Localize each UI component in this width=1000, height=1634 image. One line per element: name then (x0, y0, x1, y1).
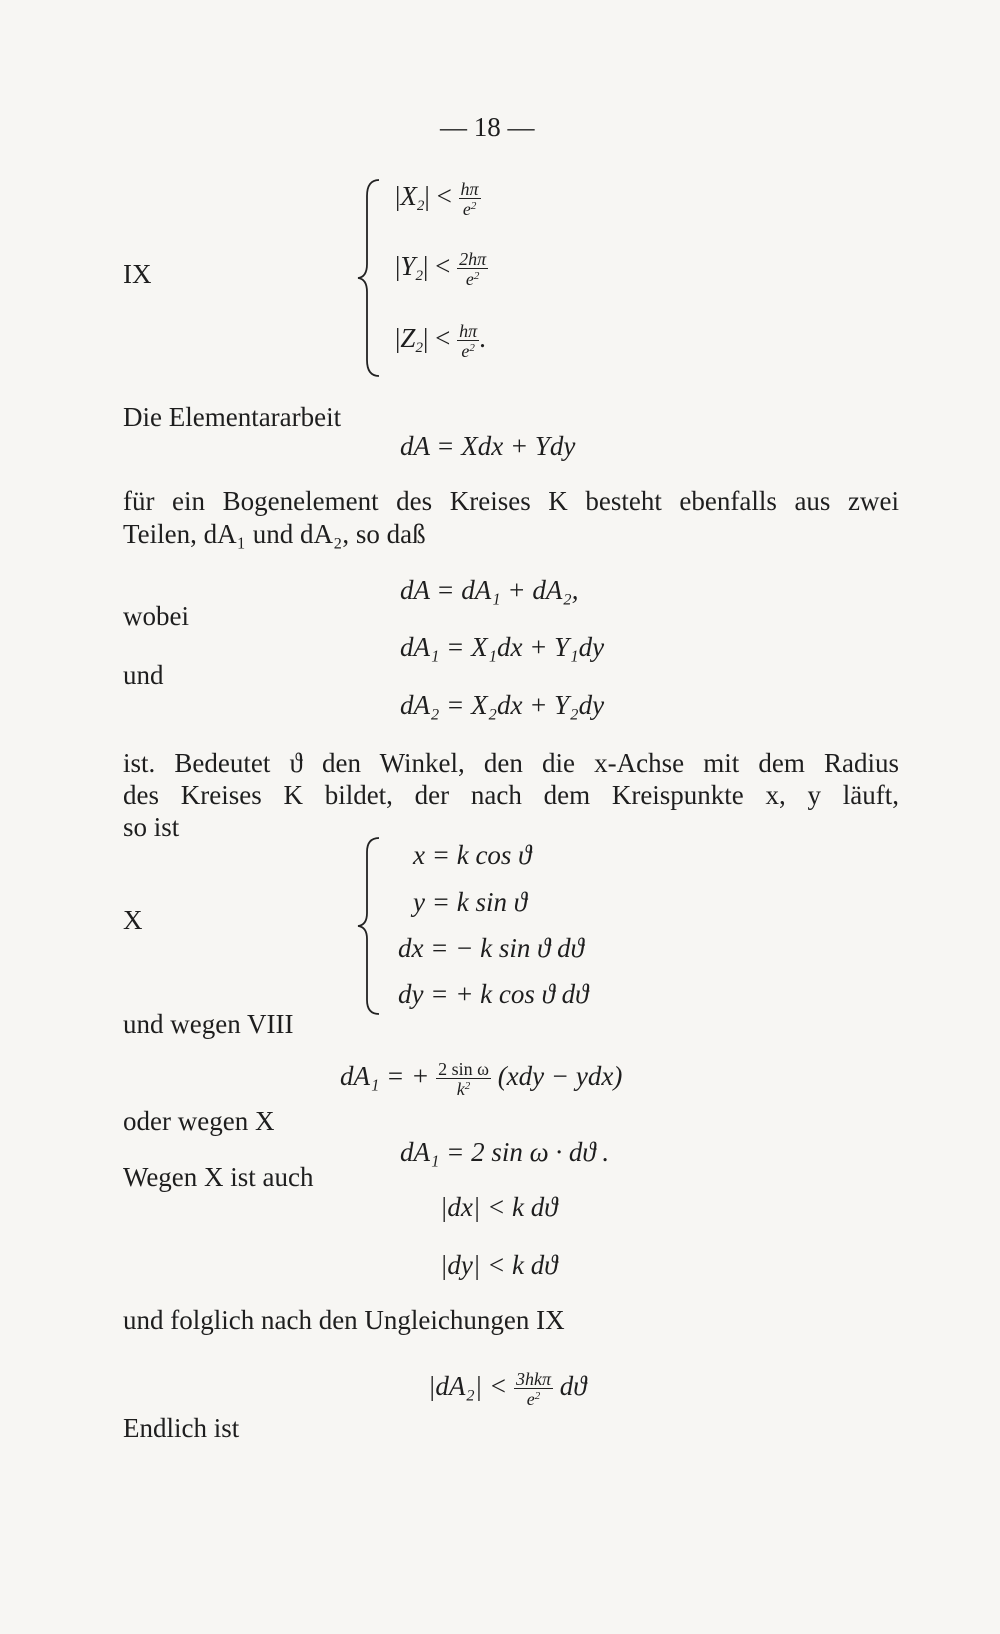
ineq-dy: |dy| < k dϑ (440, 1250, 558, 1280)
text-elementararbeit: Die Elementararbeit (123, 402, 342, 432)
equation-label-x: X (123, 905, 143, 935)
ineq-da2: |dA₂| < $\frac{\text{3hkπ}}{e^2}$ dϑ (428, 1369, 587, 1409)
eq-y-ksin: y = k sin ϑ (413, 887, 527, 917)
eq-da2: dA₂ = X₂dx + Y₂dy (400, 690, 605, 720)
text-oder-wegen-x: oder wegen X (123, 1106, 275, 1136)
ineq-y2: $|Y_2|$ < $\frac{2h\pi}{e^2}$ (395, 249, 487, 289)
eq-dx: dx = − k sin ϑ dϑ (398, 933, 584, 963)
para2-line3: so ist (123, 812, 180, 842)
eq-da1-final: dA₁ = 2 sin ω · dϑ . (400, 1137, 610, 1167)
eq-da1-frac: dA₁ = + $\frac{\text{2 sin ω}}{k^2}$ (xdy − ydx) (340, 1059, 623, 1099)
text-wobei: wobei (123, 601, 189, 631)
text-und-wegen-viii: und wegen VIII (123, 1009, 294, 1039)
text-endlich: Endlich ist (123, 1413, 240, 1443)
ineq-dx: |dx| < k dϑ (440, 1192, 558, 1222)
left-brace-ix (355, 178, 385, 378)
text-wegen-x-auch: Wegen X ist auch (123, 1162, 314, 1192)
para2-line2: des Kreises K bildet, der nach dem Kreispunkte x, y läuft, (123, 780, 899, 810)
eq-x-kcos: x = k cos ϑ (413, 840, 532, 870)
left-brace-x (355, 836, 385, 1016)
eq-da1: dA₁ = X₁dx + Y₁dy (400, 632, 605, 662)
para1-line2: Teilen, dA₁ und dA₂, so daß (123, 519, 426, 549)
equation-label-ix: IX (123, 259, 152, 289)
text-und: und (123, 660, 164, 690)
eq-dy: dy = + k cos ϑ dϑ (398, 979, 589, 1009)
eq-da: dA = Xdx + Ydy (400, 431, 576, 461)
para1-line1: für ein Bogenelement des Kreises K besteht ebenfalls aus zwei (123, 486, 899, 516)
text-folglich: und folglich nach den Ungleichungen IX (123, 1305, 565, 1335)
eq-da-sum: dA = dA₁ + dA₂, (400, 575, 579, 605)
ineq-z2: $|Z_2|$ < $\frac{h\pi}{e^2}$ . (395, 321, 486, 361)
para2-line1: ist. Bedeutet ϑ den Winkel, den die x-Achse mit dem Radius (123, 748, 899, 778)
ineq-x2: $|X_2|$ < $\frac{h\pi}{e^2}$ (395, 179, 479, 219)
page-number: — 18 — (440, 112, 535, 142)
